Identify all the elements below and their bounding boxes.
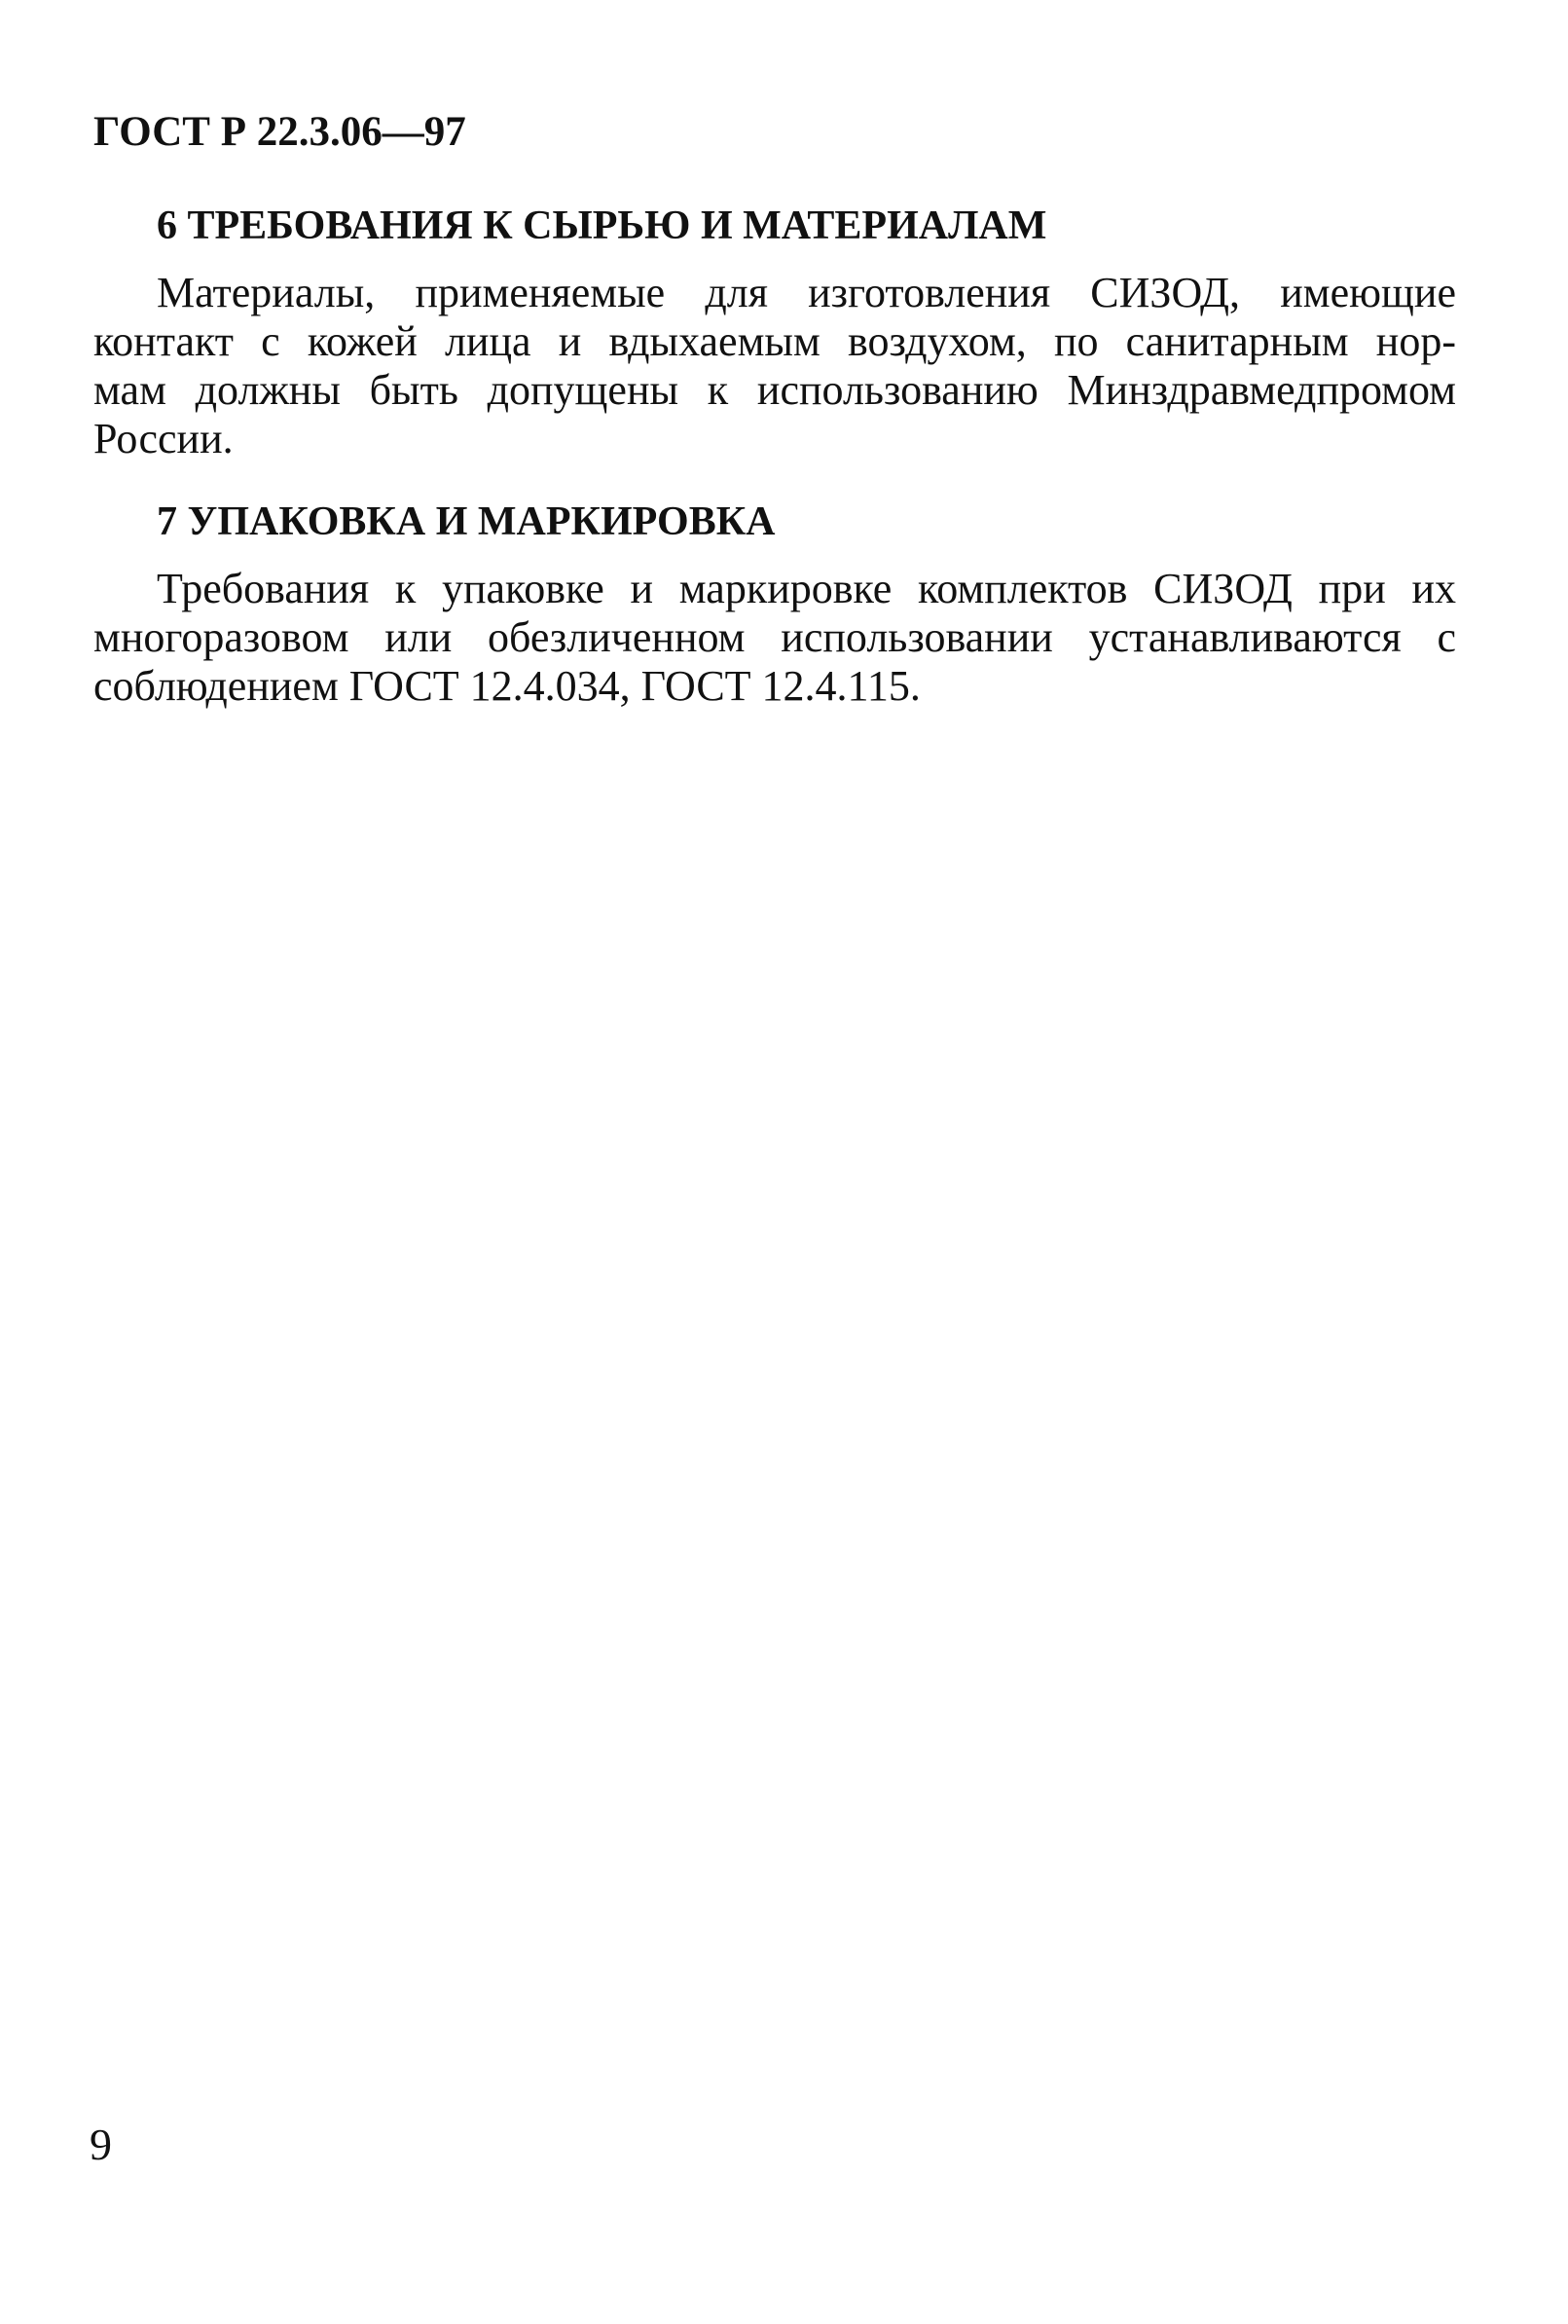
page-number: 9 xyxy=(90,2120,112,2169)
paragraph-line: России. xyxy=(93,415,234,463)
document-header: ГОСТ Р 22.3.06—97 xyxy=(93,109,466,155)
paragraph-line: Требования к упаковке и маркировке комплектов СИЗОД при их xyxy=(157,565,1456,613)
paragraph-line: мам должны быть допущены к использованию Минздравмедпромом xyxy=(93,366,1456,415)
paragraph-line: контакт с кожей лица и вдыхаемым воздухом, по санитарным нор- xyxy=(93,317,1456,366)
paragraph-line: многоразовом или обезличенном использовании устанавливаются с xyxy=(93,613,1456,662)
section-body xyxy=(93,565,1456,711)
paragraph-line: соблюдением ГОСТ 12.4.034, ГОСТ 12.4.115. xyxy=(93,662,921,711)
section-6 xyxy=(93,203,1456,463)
section-7 xyxy=(93,498,1456,711)
section-heading: 6 ТРЕБОВАНИЯ К СЫРЬЮ И МАТЕРИАЛАМ xyxy=(157,203,1047,248)
paragraph-line: Материалы, применяемые для изготовления СИЗОД, имеющие xyxy=(157,269,1456,317)
section-heading: 7 УПАКОВКА И МАРКИРОВКА xyxy=(157,499,776,544)
section-body xyxy=(93,269,1456,463)
